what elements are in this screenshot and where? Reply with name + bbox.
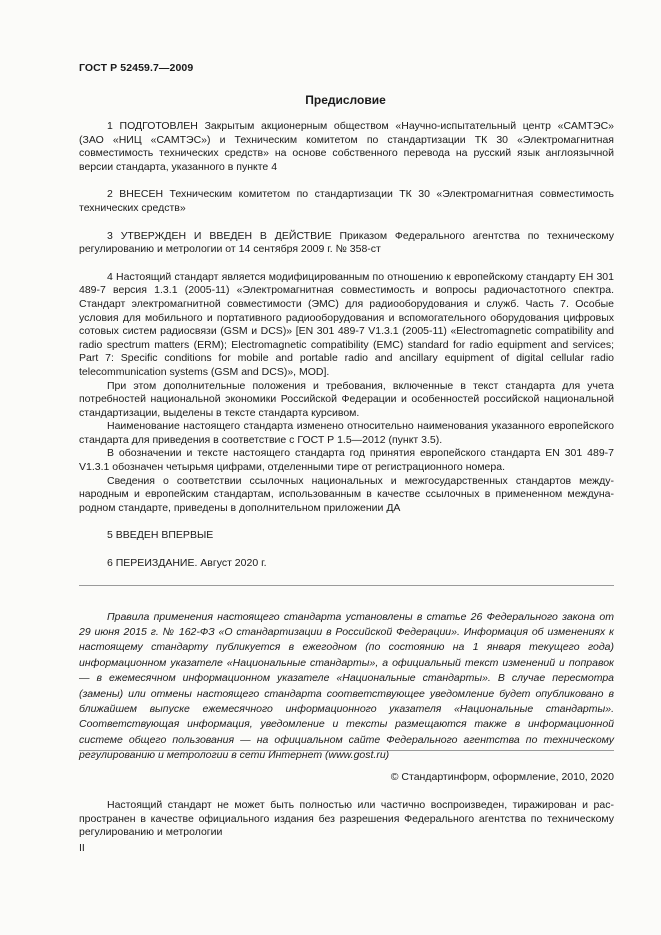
paragraph-4-title-change: Наименование настоящего стандарта изменено относительно наименования указанного европейского стандарта для приведения в соответствие с ГОСТ Р 1.5—2012 (пункт 3.5). xyxy=(79,420,614,446)
note-bottom-divider xyxy=(79,750,614,751)
paragraph-4: 4 Настоящий стандарт является модифицированным по отношению к европейскому стандарту ЕН 301 489-7 версия 1.3.1 (2005-11) «Электромагнитная совместимость и вопросы радиочастотного спектра. Стандарт электромагнитной совместимости (ЭМС) для радиооборудования и служб. Часть 7. Особые условия для мобильного и портативного радиооборудования и вспомогательного оборудования цифровых сотовых систем радиосвязи (GSM и DCS)» [EN 301 489-7 V1.3.1 (2005-11) «Electromagnetic compatibility and radio spectrum matters (ERM); Electromagnetic compatibility (EMC) standard for radio equipment and services; Part 7: Specific conditions for mobile and portable radio and ancillary equipment of digital cellular radio telecommunication systems (GSM and DCS)», MOD]. xyxy=(79,270,614,378)
paragraph-4-designation: В обозначении и тексте настоящего стандарта год принятия европейского стандарта EN 301 489-7 V1.3.1 обозначен четырьмя цифрами, отделенными тире от регистрационного номера. xyxy=(79,447,614,474)
paragraph-3: 3 УТВЕРЖДЕН И ВВЕДЕН В ДЕЙСТВИЕ Приказом Федерального агентства по техническому регулированию и метрологии от 14 сентября 2009 г. № 358-ст xyxy=(79,229,614,256)
paragraph-4-references: Сведения о соответствии ссылочных национальных и межгосударственных стандартов международным и европейским стандартам, использованным в качестве ссылочных в примененном международном стандарте, приведены в дополнительном приложении ДА xyxy=(79,474,614,514)
paragraph-6: 6 ПЕРЕИЗДАНИЕ. Август 2020 г. xyxy=(107,557,267,570)
application-rules-note: Правила применения настоящего стандарта установлены в статье 26 Федерального закона от 29 июня 2015 г. № 162-ФЗ «О стандартизации в Российской Федерации». Информация об изменениях к настоящему стандарту публикуется в ежегодном (по состоянию на 1 января текущего года) информационном указателе «Национальные стандарты», а официальный текст изменений и поправок — в ежемесячном информационном указателе «Национальные стандарты». В случае пересмотра (замены) или отмены настоящего стандарта соответствующее уведомление будет опубликовано в ближайшем выпуске ежемесячного информационного указателя «Национальные стандарты». Соответствующая информация, уведомление и тексты размещаются также в информационной системе общего пользования — на официальном сайте Федерального агентства по техническому регулированию и метрологии в сети Интернет (www.gost.ru) xyxy=(79,610,614,762)
section-title: Предисловие xyxy=(305,93,386,107)
note-top-divider xyxy=(79,585,614,586)
page-number: II xyxy=(79,842,85,854)
paragraph-2: 2 ВНЕСЕН Техническим комитетом по стандартизации ТК 30 «Электромагнитная совместимость технических средств» xyxy=(79,188,614,214)
document-code-header: ГОСТ Р 52459.7—2009 xyxy=(79,62,194,74)
foreword-body xyxy=(79,120,614,571)
reproduction-notice: Настоящий стандарт не может быть полностью или частично воспроизведен, тиражирован и распространен в качестве официального издания без разрешения Федерального агентства по техническому регулированию и метрологии xyxy=(79,799,614,839)
paragraph-1: 1 ПОДГОТОВЛЕН Закрытым акционерным обществом «Научно-испытательный центр «САМТЭС» (ЗАО «НИЦ «САМТЭС») и Техническим комитетом по стандартизации ТК 30 «Электромагнитная совместимость технических средств» на основе собственного перевода на русский язык англоязычной версии стандарта, указанного в пункте 4 xyxy=(79,120,614,173)
paragraph-5: 5 ВВЕДЕН ВПЕРВЫЕ xyxy=(107,529,214,542)
paragraph-4-additional-provisions: При этом дополнительные положения и требования, включенные в текст стандарта для учета потребностей национальной экономики Российской Федерации и особенностей российской национальной стандартизации, выделены в тексте стандарта курсивом. xyxy=(79,379,614,419)
copyright-line: © Стандартинформ, оформление, 2010, 2020 xyxy=(390,771,614,783)
